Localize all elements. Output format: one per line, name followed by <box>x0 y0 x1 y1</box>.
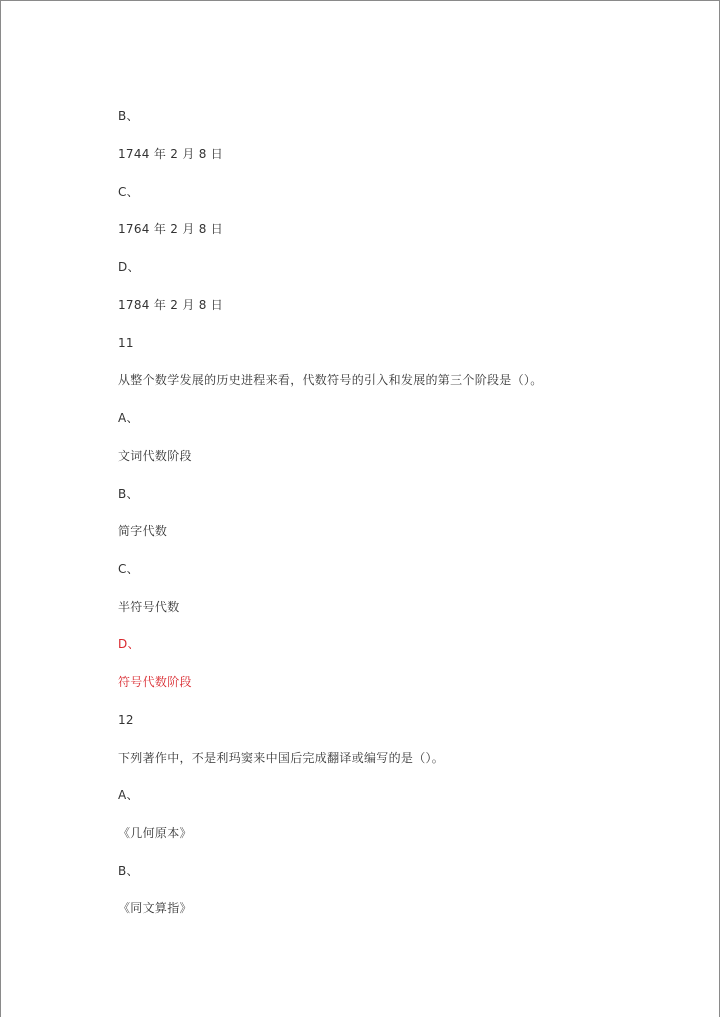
option-text: 1764 年 2 月 8 日 <box>118 222 224 236</box>
question-text: 从整个数学发展的历史进程来看，代数符号的引入和发展的第三个阶段是（）。 <box>118 373 543 387</box>
question-text: 下列著作中，不是利玛窦来中国后完成翻译或编写的是（）。 <box>118 751 445 765</box>
option-label-d: D、 <box>118 260 140 274</box>
question-number: 11 <box>118 336 134 350</box>
option-text: 文词代数阶段 <box>118 449 192 463</box>
option-text: 半符号代数 <box>118 600 180 614</box>
option-label-a: A、 <box>118 788 139 802</box>
option-label-b: B、 <box>118 109 139 123</box>
correct-option-text: 符号代数阶段 <box>118 675 192 689</box>
correct-option-label-d: D、 <box>118 637 140 651</box>
option-text: 1784 年 2 月 8 日 <box>118 298 224 312</box>
option-text: 简字代数 <box>118 524 168 538</box>
option-label-a: A、 <box>118 411 139 425</box>
option-label-b: B、 <box>118 864 139 878</box>
option-text: 《同文算指》 <box>118 901 192 915</box>
option-label-c: C、 <box>118 185 139 199</box>
option-label-c: C、 <box>118 562 139 576</box>
option-text: 《几何原本》 <box>118 826 192 840</box>
option-label-b: B、 <box>118 487 139 501</box>
question-number: 12 <box>118 713 134 727</box>
option-text: 1744 年 2 月 8 日 <box>118 147 224 161</box>
